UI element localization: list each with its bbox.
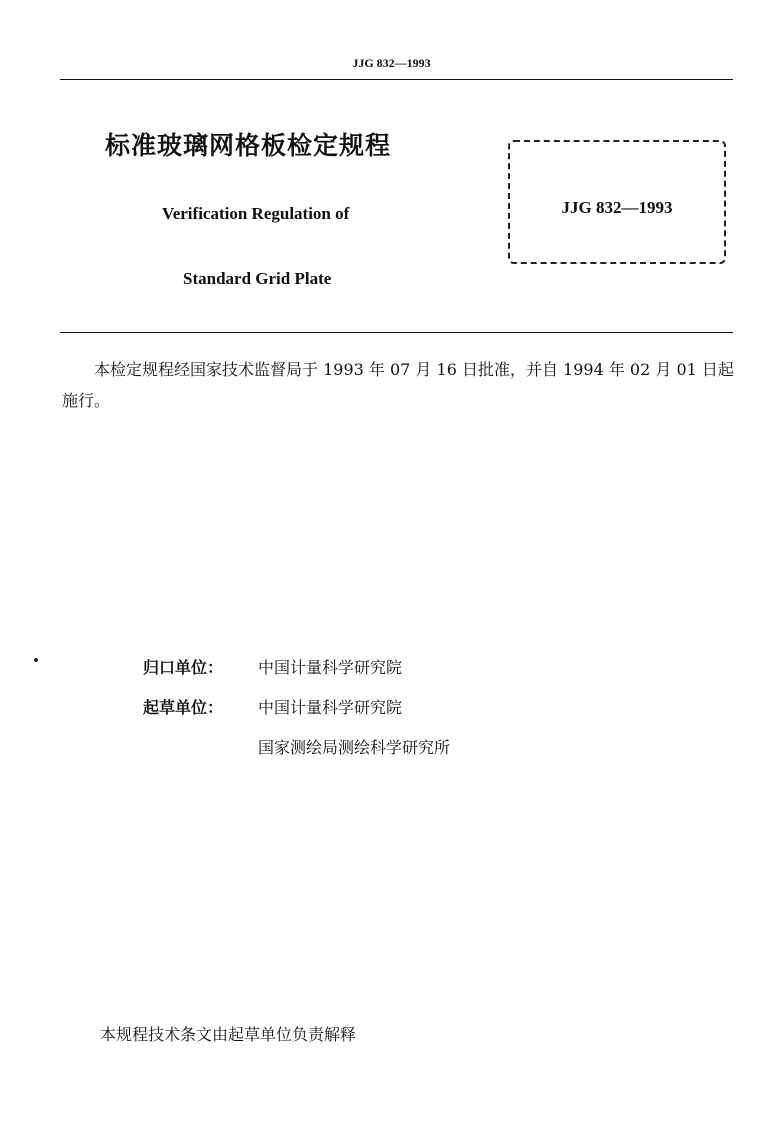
drafting-unit-value-2: 国家测绘局测绘科学研究所 bbox=[258, 738, 451, 757]
interpretation-note: 本规程技术条文由起草单位负责解释 bbox=[100, 1025, 357, 1044]
top-rule bbox=[60, 79, 733, 80]
drafting-unit-value-1: 中国计量科学研究院 bbox=[258, 698, 403, 717]
header-code: JJG 832—1993 bbox=[352, 56, 431, 70]
stamp-code: JJG 832—1993 bbox=[561, 198, 673, 217]
responsible-unit-value: 中国计量科学研究院 bbox=[258, 658, 403, 677]
page-title: 标准玻璃网格板检定规程 bbox=[105, 131, 392, 160]
approval-statement: 本检定规程经国家技术监督局于 1993 年 07 月 16 日批准，并自 1994 年 02 月 01 日起施行。 bbox=[62, 360, 734, 410]
responsible-unit-label: 归口单位： bbox=[143, 658, 224, 677]
stray-dot bbox=[34, 658, 38, 662]
drafting-unit-label: 起草单位： bbox=[143, 698, 224, 717]
middle-rule bbox=[60, 332, 733, 333]
english-title-line-1: Verification Regulation of bbox=[162, 204, 350, 223]
english-title-line-2: Standard Grid Plate bbox=[183, 269, 332, 288]
